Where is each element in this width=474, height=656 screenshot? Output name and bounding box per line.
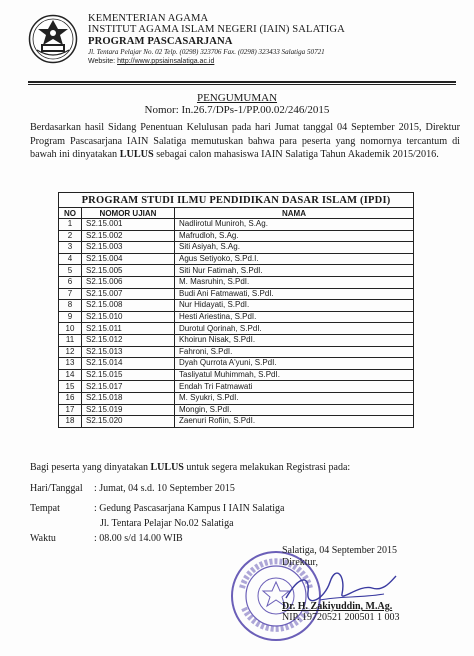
participant-name: M. Masruhin, S.PdI. [175,276,414,288]
date-label: Hari/Tanggal [30,483,83,494]
table-row [59,219,414,231]
exam-number: S2.15.001 [82,219,175,231]
time-value: : 08.00 s/d 14.00 WIB [94,533,183,544]
participant-name: Khoirun Nisak, S.PdI. [175,334,414,346]
exam-number: S2.15.003 [82,242,175,254]
participant-name: Mafrudloh, S.Ag. [175,230,414,242]
exam-number: S2.15.005 [82,265,175,277]
participant-name: Fahroni, S.PdI. [175,346,414,358]
signatory-nip: NIP. 19720521 200501 1 003 [282,612,400,623]
registration-notice [30,462,350,474]
column-header-name: NAMA [175,208,414,219]
exam-number: S2.15.008 [82,300,175,312]
exam-number: S2.15.011 [82,323,175,335]
table-row [59,392,414,404]
participant-name: Hesti Ariestina, S.PdI. [175,311,414,323]
exam-number: S2.15.012 [82,334,175,346]
exam-number: S2.15.010 [82,311,175,323]
table-row [59,358,414,370]
row-number: 17 [59,404,82,416]
participant-name: Nur Hidayati, S.PdI. [175,300,414,312]
registration-date-line [30,483,235,495]
participant-name: Agus Setiyoko, S.Pd.I. [175,253,414,265]
row-number: 2 [59,230,82,242]
table-row [59,276,414,288]
table-row [59,346,414,358]
participant-name: Dyah Qurrota A'yuni, S.PdI. [175,358,414,370]
participant-name: Durotul Qorinah, S.PdI. [175,323,414,335]
row-number: 3 [59,242,82,254]
intro-paragraph [30,121,460,162]
registration-bold-lulus: LULUS [150,462,184,473]
signature-date: Salatiga, 04 September 2015 [282,545,397,556]
row-number: 11 [59,334,82,346]
row-number: 12 [59,346,82,358]
exam-number: S2.15.019 [82,404,175,416]
letterhead-program: PROGRAM PASCASARJANA [88,35,233,47]
participant-name: Tasliyatul Muhimmah, S.PdI. [175,369,414,381]
row-number: 16 [59,392,82,404]
table-row [59,230,414,242]
date-value: : Jumat, 04 s.d. 10 September 2015 [94,483,235,494]
exam-number: S2.15.018 [82,392,175,404]
registration-address-line [30,518,234,530]
column-header-exam-number: NOMOR UJIAN [82,208,175,219]
signature-role: Direktur, [282,557,318,568]
row-number: 9 [59,311,82,323]
column-header-no: NO [59,208,82,219]
registration-text-b: untuk segera melakukan Registrasi pada: [183,462,351,473]
letterhead-institute: INSTITUT AGAMA ISLAM NEGERI (IAIN) SALATIGA [88,24,345,36]
letterhead-website [88,57,468,66]
results-table-container [58,192,414,428]
table-row [59,253,414,265]
table-row [59,381,414,393]
results-table [58,192,414,428]
program-title: PROGRAM STUDI ILMU PENDIDIKAN DASAR ISLAM (IPDI) [59,193,414,208]
intro-text-a: Berdasarkan hasil Sidang Penentuan Kelulusan pada hari Jumat tanggal 04 September 2015, Direktur Program Pascasarjana IAIN Salatiga memutuskan bahwa para peserta yang nomornya tercantum di bawah ini dinyatakan [30,122,460,160]
exam-number: S2.15.014 [82,358,175,370]
announcement-number: Nomor: In.26.7/DPs-1/PP.00.02/246/2015 [144,104,330,116]
time-label: Waktu [30,533,56,544]
row-number: 14 [59,369,82,381]
table-row [59,369,414,381]
row-number: 8 [59,300,82,312]
exam-number: S2.15.006 [82,276,175,288]
row-number: 6 [59,276,82,288]
row-number: 13 [59,358,82,370]
exam-number: S2.15.004 [82,253,175,265]
table-row [59,404,414,416]
row-number: 5 [59,265,82,277]
letterhead-address: Jl. Tentara Pelajar No. 02 Telp. (0298) 323706 Fax. (0298) 323433 Salatiga 50721 [88,48,325,57]
participant-name: Zaenuri Rofiin, S.PdI. [175,416,414,428]
table-row [59,311,414,323]
participant-name: Mongin, S.PdI. [175,404,414,416]
place-label: Tempat [30,503,60,514]
exam-number: S2.15.020 [82,416,175,428]
row-number: 4 [59,253,82,265]
participant-name: Budi Ani Fatmawati, S.PdI. [175,288,414,300]
exam-number: S2.15.007 [82,288,175,300]
participant-name: Nadlirotul Muniroh, S.Ag. [175,219,414,231]
table-row [59,416,414,428]
participant-name: Endah Tri Fatmawati [175,381,414,393]
table-row [59,242,414,254]
exam-number: S2.15.015 [82,369,175,381]
table-row [59,334,414,346]
registration-text-a: Bagi peserta yang dinyatakan [30,462,151,473]
letterhead [88,13,468,66]
exam-number: S2.15.002 [82,230,175,242]
website-label: Website: [88,58,118,66]
intro-bold-lulus: LULUS [119,149,154,160]
letterhead-rule-thick [28,81,456,83]
letterhead-rule-thin [28,84,456,85]
letterhead-ministry: KEMENTERIAN AGAMA [88,13,209,24]
website-link[interactable]: http://www.ppsiainsalatiga.ac.id [117,58,215,66]
participant-name: Siti Nur Fatimah, S.PdI. [175,265,414,277]
exam-number: S2.15.013 [82,346,175,358]
place-address: Jl. Tentara Pelajar No.02 Salatiga [100,518,234,529]
table-row [59,288,414,300]
exam-number: S2.15.017 [82,381,175,393]
table-row [59,323,414,335]
ministry-emblem-icon [28,14,78,64]
registration-place-line [30,503,285,515]
table-row [59,265,414,277]
signatory-name: Dr. H. Zakiyuddin, M.Ag. [282,601,393,612]
row-number: 18 [59,416,82,428]
registration-time-line [30,533,183,545]
participant-name: M. Syukri, S.PdI. [175,392,414,404]
row-number: 1 [59,219,82,231]
place-value: : Gedung Pascasarjana Kampus I IAIN Salatiga [94,503,285,514]
row-number: 10 [59,323,82,335]
intro-text-b: sebagai calon mahasiswa IAIN Salatiga Tahun Akademik 2015/2016. [153,149,439,160]
table-row [59,300,414,312]
participant-name: Siti Asiyah, S.Ag. [175,242,414,254]
announcement-title: PENGUMUMAN [196,92,278,104]
row-number: 7 [59,288,82,300]
row-number: 15 [59,381,82,393]
